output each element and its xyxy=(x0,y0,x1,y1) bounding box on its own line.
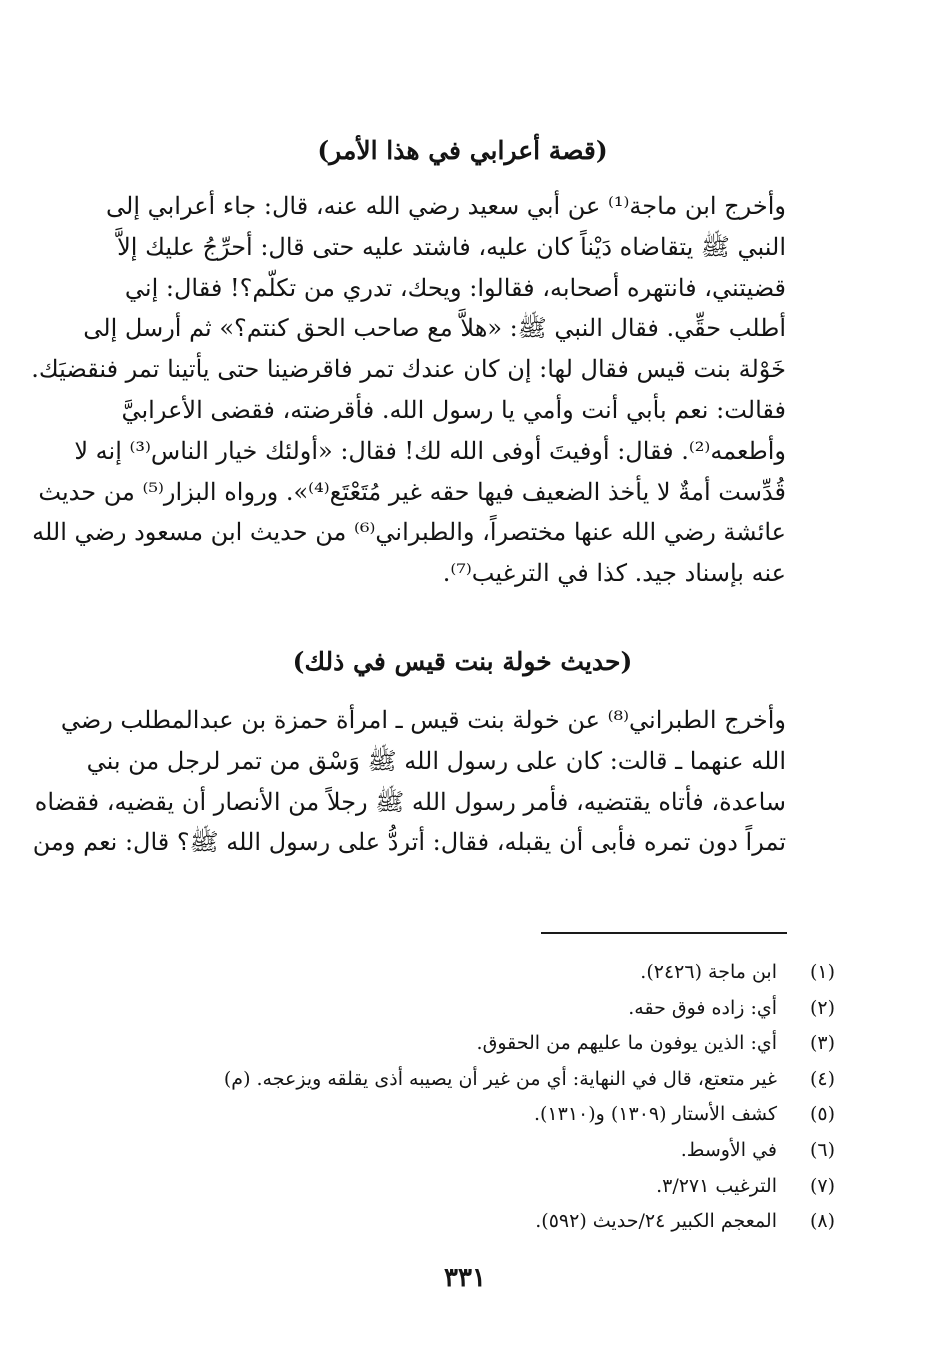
footnote-text: المعجم الكبير ٢٤/حديث (٥٩٢). xyxy=(535,1210,777,1233)
footnote-item xyxy=(135,1097,835,1133)
footnote-number: (٧) xyxy=(809,1174,835,1197)
text-line: النبي ﷺ يتقاضاه دَيْناً كان عليه، فاشتد عليه حتى قال: أحرِّجُ عليك إلاَّ xyxy=(117,232,786,261)
footnote-number: (٨) xyxy=(809,1210,835,1233)
footnote-number: (١) xyxy=(809,961,835,983)
section-heading-bedouin-story: (قصة أعرابي في هذا الأمر) xyxy=(317,136,608,165)
footnote-item xyxy=(135,1169,835,1205)
footnote-separator xyxy=(541,932,787,934)
footnote-item xyxy=(135,1133,835,1169)
paragraph-bedouin-story xyxy=(31,186,786,594)
text-line: تمراً دون تمره فأبى أن يقبله، فقال: أتردُّ على رسول الله ﷺ؟ قال: نعم ومن xyxy=(32,828,786,857)
section-heading-khawla-hadith: (حديث خولة بنت قيس في ذلك) xyxy=(292,647,633,676)
text-line: أطلب حقِّي. فقال النبي ﷺ: «هلاَّ مع صاحب الحق كنتم؟» ثم أرسل إلى xyxy=(83,314,786,343)
text-line: عائشة رضي الله عنها مختصراً، والطبراني⁽⁶⁾ من حديث ابن مسعود رضي الله xyxy=(32,518,786,547)
footnote-item xyxy=(135,1062,835,1098)
text-line: وأخرج ابن ماجة⁽¹⁾ عن أبي سعيد رضي الله عنه، قال: جاء أعرابي إلى xyxy=(106,192,786,220)
footnote-item xyxy=(135,991,835,1027)
footnote-number: (٦) xyxy=(809,1138,835,1161)
footnote-text: الترغيب ٣/٢٧١. xyxy=(656,1174,777,1197)
footnote-text: في الأوسط. xyxy=(680,1138,777,1161)
footnote-text: كشف الأستار (١٣٠٩) و(١٣١٠). xyxy=(533,1103,777,1126)
text-line: قضيتني، فانتهره أصحابه، فقالوا: ويحك، تدري من تكلّم؟! فقال: إني xyxy=(124,273,786,302)
text-line: قُدِّست أمةٌ لا يأخذ الضعيف فيها حقه غير مُتَعْتَع⁽⁴⁾». ورواه البزار⁽⁵⁾ من حديث xyxy=(38,477,786,506)
footnote-item xyxy=(135,955,835,991)
page-number: ٣٣١ xyxy=(444,1263,486,1293)
footnote-item xyxy=(135,1204,835,1240)
footnote-item xyxy=(135,1026,835,1062)
footnote-text: أي: الذين يوفون ما عليهم من الحقوق. xyxy=(476,1032,777,1055)
text-line: وأطعمه⁽²⁾. فقال: أوفيتَ أوفى الله لك! فقال: «أولئك خيار الناس⁽³⁾ إنه لا xyxy=(74,436,786,465)
text-line: عنه بإسناد جيد. كذا في الترغيب⁽⁷⁾. xyxy=(442,559,786,588)
footnote-text: غير متعتع، قال في النهاية: أي من غير أن يصيبه أذى يقلقه ويزعجه. (م) xyxy=(223,1067,777,1090)
text-line: ساعدة، فأتاه يقتضيه، فأمر رسول الله ﷺ رجلاً من الأنصار أن يقضيه، فقضاه xyxy=(34,787,786,816)
footnote-number: (٥) xyxy=(809,1103,835,1126)
text-line: وأخرج الطبراني⁽⁸⁾ عن خولة بنت قيس ـ امرأة حمزة بن عبدالمطلب رضي xyxy=(60,706,786,734)
footnote-text: ابن ماجة (٢٤٢٦). xyxy=(640,961,777,983)
footnote-number: (٤) xyxy=(809,1067,835,1090)
footnotes-list xyxy=(135,955,835,1240)
text-line: الله عنهما ـ قالت: كان على رسول الله ﷺ وَسْق من تمر لرجل من بني xyxy=(86,746,786,775)
text-line: فقالت: نعم بأبي أنت وأمي يا رسول الله. فأقرضته، فقضى الأعرابيَّ xyxy=(121,395,786,424)
footnote-number: (٣) xyxy=(809,1032,835,1055)
footnote-text: أي: زاده فوق حقه. xyxy=(628,996,777,1019)
text-line: خَوْلة بنت قيس فقال لها: إن كان عندك تمر فاقرضينا حتى يأتينا تمر فنقضيَك. xyxy=(31,355,786,384)
paragraph-khawla-hadith xyxy=(32,700,786,863)
footnote-number: (٢) xyxy=(809,996,835,1019)
